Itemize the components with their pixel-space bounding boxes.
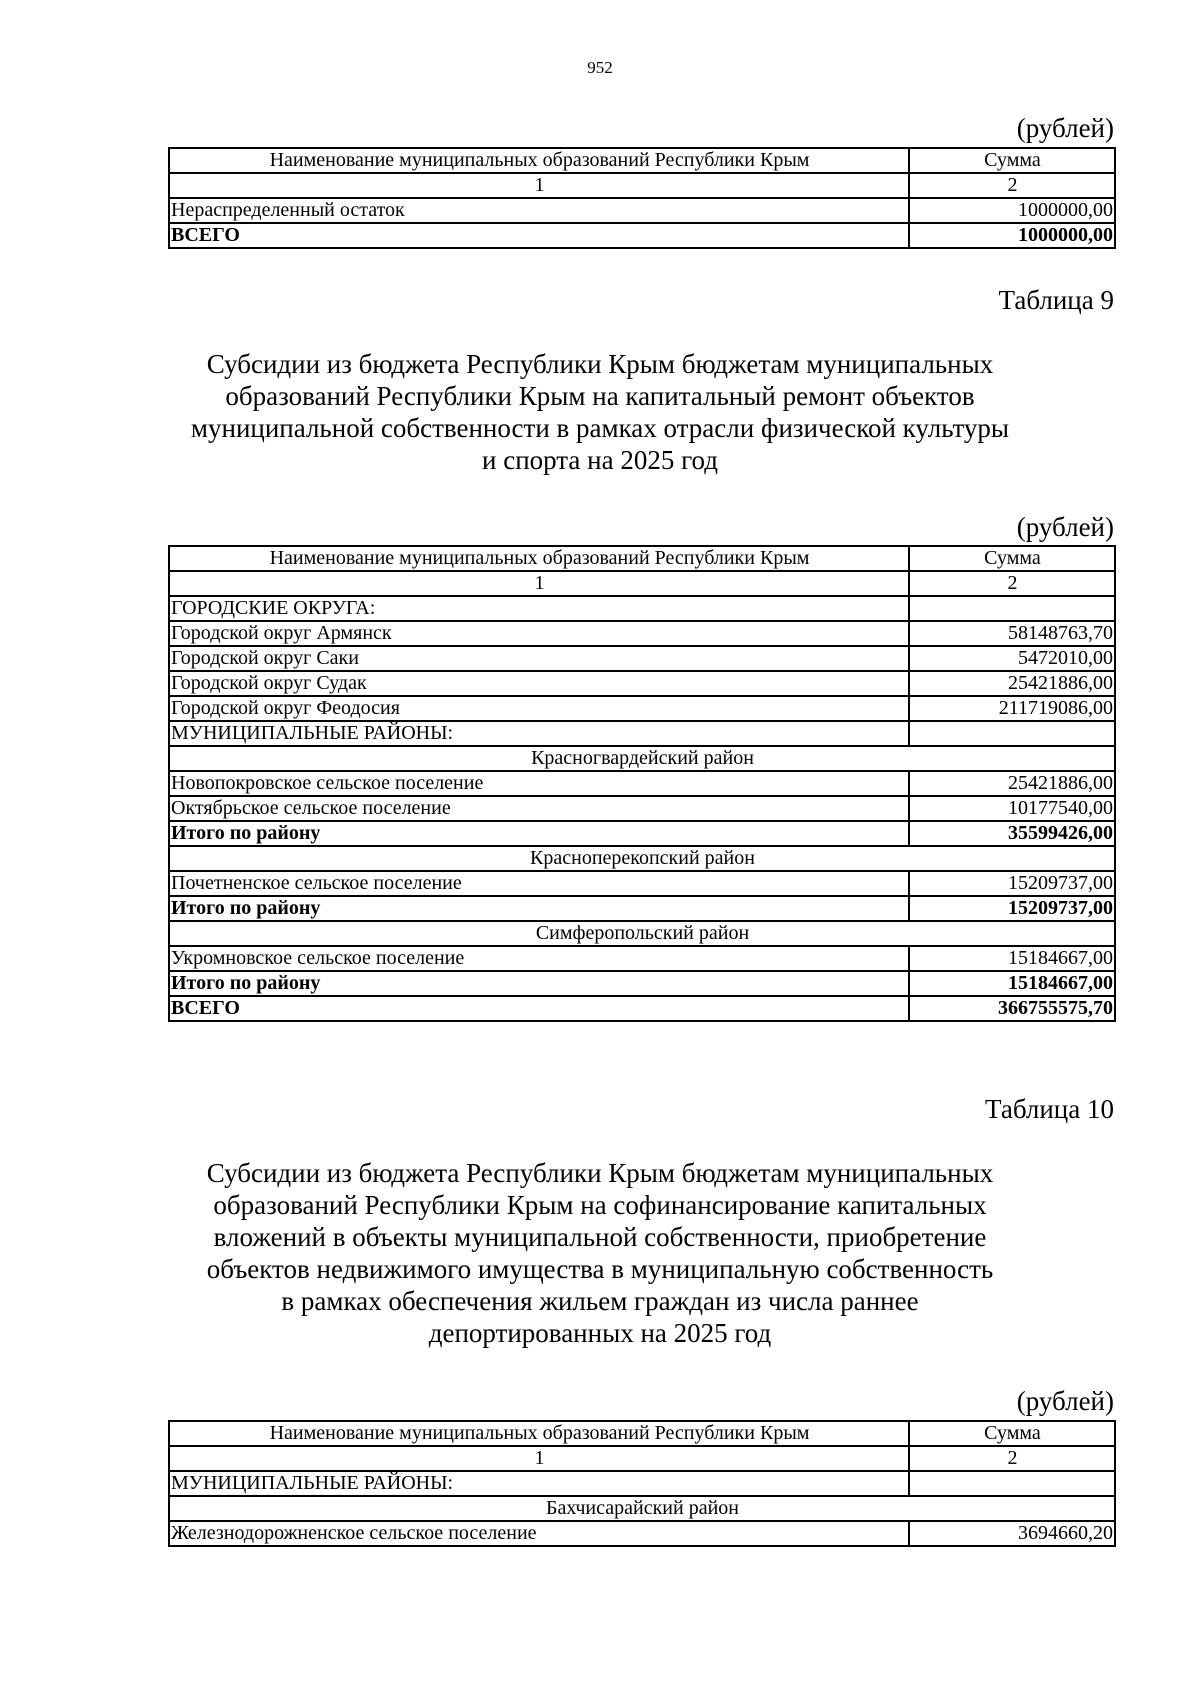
row-name: Городской округ Феодосия [169, 696, 909, 721]
row-name: Нераспределенный остаток [169, 198, 909, 223]
row-name: Итого по району [169, 896, 909, 921]
page-number: 952 [587, 58, 613, 77]
table-10-label: Таблица 10 [985, 1094, 1114, 1124]
table-10 [168, 1420, 1116, 1547]
table-row [169, 621, 1115, 646]
row-name: Октябрьское сельское поселение [169, 796, 909, 821]
row-name: Городской округ Судак [169, 671, 909, 696]
table-9-title [150, 348, 1050, 476]
table-header-row [169, 1421, 1115, 1446]
district-name: Симферопольский район [169, 921, 1115, 946]
table-row [169, 871, 1115, 896]
row-sum: 211719086,00 [909, 696, 1115, 721]
table-row [169, 646, 1115, 671]
row-sum [909, 721, 1115, 746]
section-row [169, 596, 1115, 621]
row-sum: 15184667,00 [909, 971, 1115, 996]
table-header-row [169, 148, 1115, 173]
header-name-cell: Наименование муниципальных образований Республики Крым [169, 546, 909, 571]
row-sum: 366755575,70 [909, 996, 1115, 1021]
column-number-2: 2 [909, 571, 1115, 596]
table-8-tail [168, 147, 1116, 249]
column-number-1: 1 [169, 571, 909, 596]
row-sum: 15209737,00 [909, 871, 1115, 896]
section-row [169, 721, 1115, 746]
subtotal-row [169, 896, 1115, 921]
column-numbering-row [169, 1446, 1115, 1471]
column-numbering-row [169, 571, 1115, 596]
row-sum: 35599426,00 [909, 821, 1115, 846]
row-name: Новопокровское сельское поселение [169, 771, 909, 796]
column-number-1: 1 [169, 173, 909, 198]
title-line: депортированных на 2025 год [428, 1318, 772, 1348]
row-name: Итого по району [169, 821, 909, 846]
header-name-cell: Наименование муниципальных образований Республики Крым [169, 1421, 909, 1446]
header-name-cell: Наименование муниципальных образований Республики Крым [169, 148, 909, 173]
table-row [169, 671, 1115, 696]
row-sum: 15184667,00 [909, 946, 1115, 971]
table-row [169, 198, 1115, 223]
title-line: объектов недвижимого имущества в муниципальную собственность [206, 1254, 994, 1284]
header-sum-cell: Сумма [909, 148, 1115, 173]
district-row [169, 746, 1115, 771]
row-sum: 25421886,00 [909, 771, 1115, 796]
table-row [169, 696, 1115, 721]
row-sum: 3694660,20 [909, 1521, 1115, 1546]
table-10-title [150, 1157, 1050, 1349]
district-row [169, 921, 1115, 946]
district-name: Красногвардейский район [169, 746, 1115, 771]
column-number-1: 1 [169, 1446, 909, 1471]
row-sum [909, 596, 1115, 621]
row-name: МУНИЦИПАЛЬНЫЕ РАЙОНЫ: [169, 721, 909, 746]
row-sum: 58148763,70 [909, 621, 1115, 646]
section-row [169, 1471, 1115, 1496]
title-line: вложений в объекты муниципальной собственности, приобретение [213, 1222, 987, 1252]
column-number-2: 2 [909, 1446, 1115, 1471]
row-sum: 25421886,00 [909, 671, 1115, 696]
district-name: Бахчисарайский район [169, 1496, 1115, 1521]
title-line: в рамках обеспечения жильем граждан из числа раннее [281, 1286, 919, 1316]
header-sum-cell: Сумма [909, 546, 1115, 571]
table-row [169, 796, 1115, 821]
units-label: (рублей) [1016, 1386, 1114, 1416]
row-sum: 15209737,00 [909, 896, 1115, 921]
district-row [169, 1496, 1115, 1521]
row-sum [909, 1471, 1115, 1496]
row-name: МУНИЦИПАЛЬНЫЕ РАЙОНЫ: [169, 1471, 909, 1496]
header-sum-cell: Сумма [909, 1421, 1115, 1446]
column-number-2: 2 [909, 173, 1115, 198]
units-label: (рублей) [1016, 113, 1114, 143]
table-row [169, 771, 1115, 796]
title-line: образований Республики Крым на софинансирование капитальных [213, 1190, 987, 1220]
row-name: Итого по району [169, 971, 909, 996]
row-name: ВСЕГО [169, 223, 909, 248]
table-row [169, 946, 1115, 971]
table-9-label: Таблица 9 [998, 285, 1114, 315]
subtotal-row [169, 971, 1115, 996]
title-line: Субсидии из бюджета Республики Крым бюджетам муниципальных [206, 1158, 994, 1188]
row-sum: 10177540,00 [909, 796, 1115, 821]
row-name: Железнодорожненское сельское поселение [169, 1521, 909, 1546]
table-row [169, 1521, 1115, 1546]
table-header-row [169, 546, 1115, 571]
title-line: муниципальной собственности в рамках отрасли физической культуры [190, 413, 1010, 443]
subtotal-row [169, 821, 1115, 846]
district-name: Красноперекопский район [169, 846, 1115, 871]
row-name: Укромновское сельское поселение [169, 946, 909, 971]
row-sum: 1000000,00 [909, 223, 1115, 248]
row-name: ГОРОДСКИЕ ОКРУГА: [169, 596, 909, 621]
column-numbering-row [169, 173, 1115, 198]
row-name: Почетненское сельское поселение [169, 871, 909, 896]
total-row [169, 223, 1115, 248]
units-label: (рублей) [1016, 512, 1114, 542]
title-line: и спорта на 2025 год [482, 445, 718, 475]
row-name: Городской округ Армянск [169, 621, 909, 646]
title-line: Субсидии из бюджета Республики Крым бюджетам муниципальных [206, 349, 994, 379]
row-sum: 5472010,00 [909, 646, 1115, 671]
table-9 [168, 545, 1116, 1022]
district-row [169, 846, 1115, 871]
title-line: образований Республики Крым на капитальный ремонт объектов [225, 381, 975, 411]
row-name: ВСЕГО [169, 996, 909, 1021]
row-sum: 1000000,00 [909, 198, 1115, 223]
total-row [169, 996, 1115, 1021]
row-name: Городской округ Саки [169, 646, 909, 671]
